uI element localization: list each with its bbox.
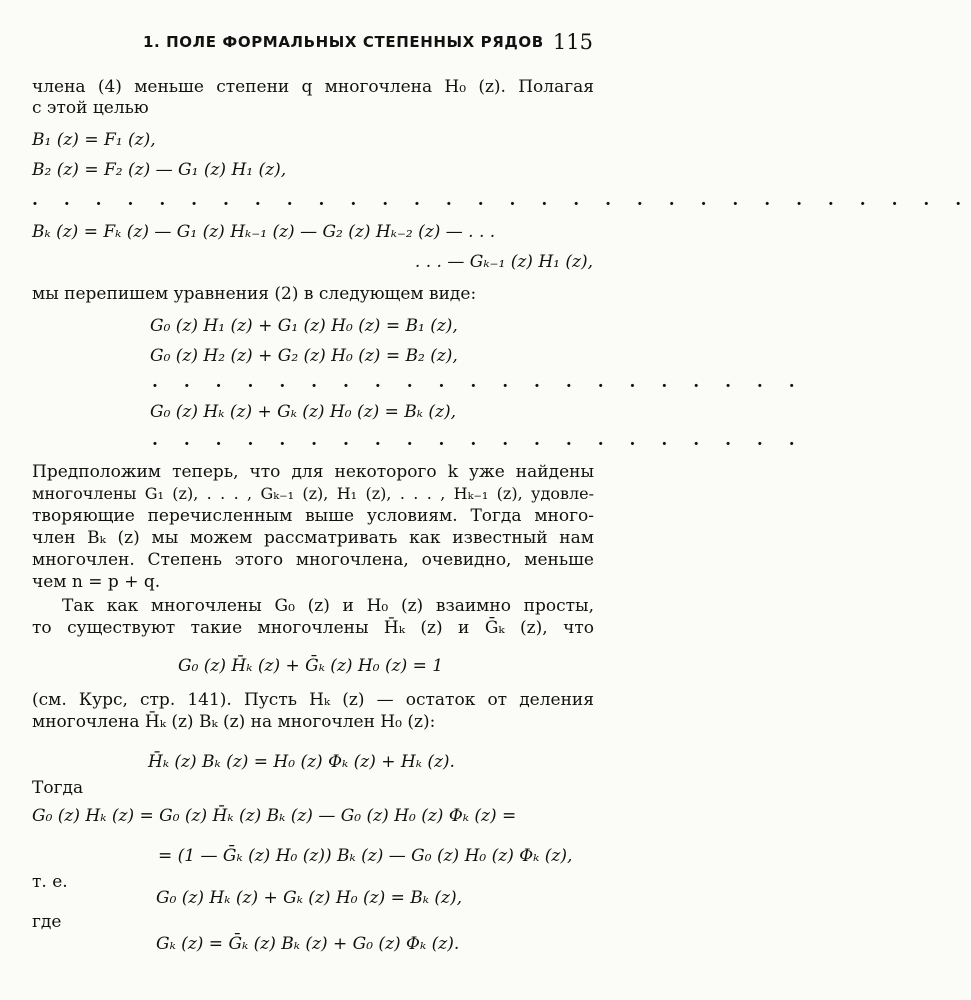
text-line: многочлены G₁ (z), . . . , Gₖ₋₁ (z), H₁ (z), . . . , Hₖ₋₁ (z), удовле- bbox=[32, 484, 594, 503]
text-line: то существуют такие многочлены H̄ₖ (z) и Ḡₖ (z), что bbox=[32, 618, 594, 638]
equation-line: H̄ₖ (z) Bₖ (z) = H₀ (z) Φₖ (z) + Hₖ (z). bbox=[148, 752, 455, 772]
page-number: 115 bbox=[552, 30, 593, 54]
text-line: т. е. bbox=[32, 872, 68, 892]
equation-line: G₀ (z) Hₖ (z) + Gₖ (z) H₀ (z) = Bₖ (z), bbox=[150, 402, 456, 422]
text-line: чем n = p + q. bbox=[32, 572, 161, 592]
text-line: многочлен. Степень этого многочлена, очевидно, меньше bbox=[32, 550, 594, 570]
equation-line: G₀ (z) H̄ₖ (z) + Ḡₖ (z) H₀ (z) = 1 bbox=[178, 656, 444, 676]
equation-line: . . . — Gₖ₋₁ (z) H₁ (z), bbox=[414, 252, 593, 272]
chapter-title: 1. ПОЛЕ ФОРМАЛЬНЫХ СТЕПЕННЫХ РЯДОВ bbox=[143, 33, 544, 51]
text-line: Тогда bbox=[32, 778, 84, 798]
text-line: где bbox=[32, 912, 62, 932]
text-line: члена (4) меньше степени q многочлена H₀ (z). Полагая bbox=[32, 77, 594, 97]
text-line: творяющие перечисленным выше условиям. Тогда много- bbox=[32, 506, 594, 526]
text-line: член Bₖ (z) мы можем рассматривать как известный нам bbox=[32, 528, 594, 548]
equation-line: = (1 — Ḡₖ (z) H₀ (z)) Bₖ (z) — G₀ (z) H₀ (z) Φₖ (z), bbox=[158, 846, 573, 866]
equation-line: B₁ (z) = F₁ (z), bbox=[32, 130, 156, 150]
text-line: мы перепишем уравнения (2) в следующем виде: bbox=[32, 284, 477, 304]
equation-line: G₀ (z) H₁ (z) + G₁ (z) H₀ (z) = B₁ (z), bbox=[150, 316, 458, 336]
ellipsis-row: . . . . . . . . . . . . . . . . . . . . . bbox=[152, 372, 805, 392]
equation-line: Bₖ (z) = Fₖ (z) — G₁ (z) Hₖ₋₁ (z) — G₂ (z) Hₖ₋₂ (z) — . . . bbox=[32, 222, 496, 242]
text-line: многочлена H̄ₖ (z) Bₖ (z) на многочлен H₀ (z): bbox=[32, 712, 436, 732]
equation-line: B₂ (z) = F₂ (z) — G₁ (z) H₁ (z), bbox=[32, 160, 287, 180]
ellipsis-row: . . . . . . . . . . . . . . . . . . . . . bbox=[152, 430, 805, 450]
ellipsis-row: . . . . . . . . . . . . . . . . . . . . . . . . . . . . . . bbox=[32, 190, 971, 210]
equation-line: G₀ (z) H₂ (z) + G₂ (z) H₀ (z) = B₂ (z), bbox=[150, 346, 458, 366]
text-line: Так как многочлены G₀ (z) и H₀ (z) взаимно просты, bbox=[62, 596, 594, 616]
equation-line: G₀ (z) Hₖ (z) + Gₖ (z) H₀ (z) = Bₖ (z), bbox=[156, 888, 462, 908]
equation-line: Gₖ (z) = Ḡₖ (z) Bₖ (z) + G₀ (z) Φₖ (z). bbox=[156, 934, 460, 954]
equation-line: G₀ (z) Hₖ (z) = G₀ (z) H̄ₖ (z) Bₖ (z) — G₀ (z) H₀ (z) Φₖ (z) = bbox=[32, 806, 517, 826]
text-line: (см. Курс, стр. 141). Пусть Hₖ (z) — остаток от деления bbox=[32, 690, 594, 710]
text-line: с этой целью bbox=[32, 98, 149, 118]
text-line: Предположим теперь, что для некоторого k уже найдены bbox=[32, 462, 594, 482]
running-header bbox=[0, 30, 635, 58]
